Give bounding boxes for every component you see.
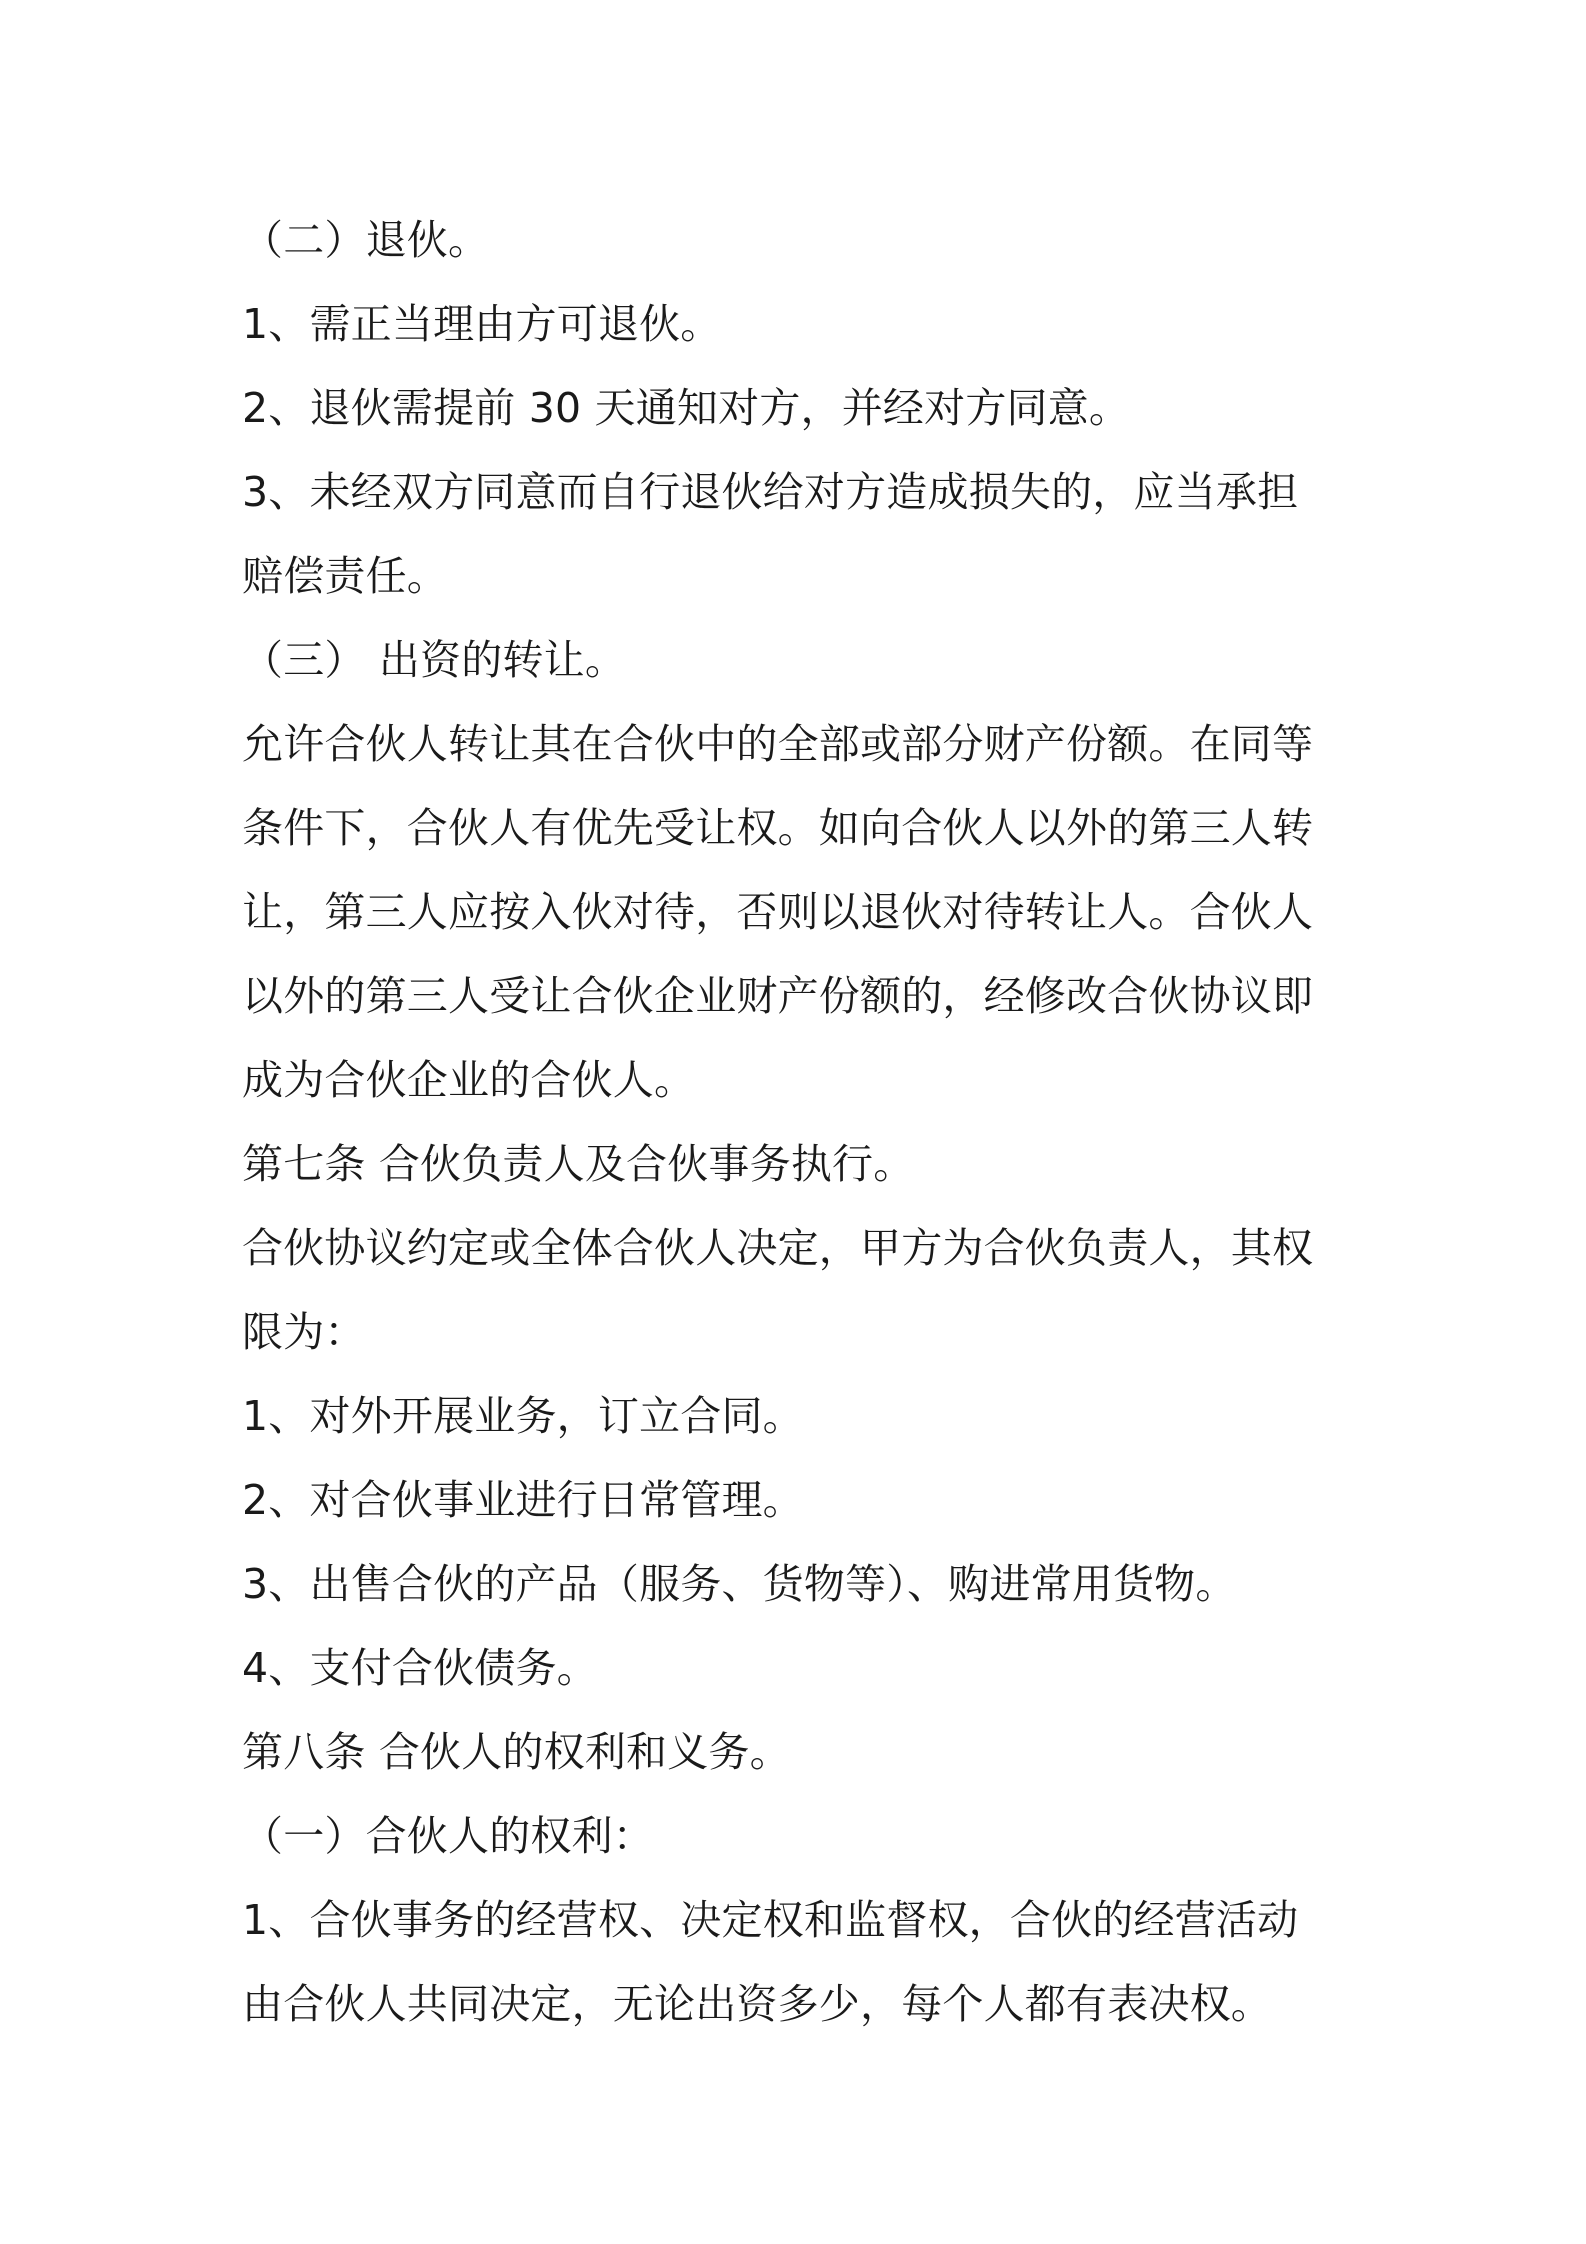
article-heading-eight: 第八条 合伙人的权利和义务。: [242, 1728, 791, 1776]
section-heading-transfer: （三） 出资的转让。: [242, 636, 627, 684]
list-item: 3、出售合伙的产品（服务、货物等）、购进常用货物。: [242, 1560, 1237, 1608]
list-item: 4、支付合伙债务。: [242, 1644, 598, 1692]
section-heading-withdrawal: （二）退伙。: [242, 216, 490, 264]
list-item: 2、退伙需提前 30 天通知对方，并经对方同意。: [242, 384, 1131, 432]
list-item: 1、对外开展业务，订立合同。: [242, 1392, 804, 1440]
list-item: 1、合伙事务的经营权、决定权和监督权，合伙的经营活动: [242, 1896, 1299, 1944]
list-item: 2、对合伙事业进行日常管理。: [242, 1476, 804, 1524]
paragraph-line: 限为：: [242, 1308, 366, 1356]
paragraph-line: 成为合伙企业的合伙人。: [242, 1056, 696, 1104]
paragraph-line: 允许合伙人转让其在合伙中的全部或部分财产份额。在同等: [242, 720, 1314, 768]
section-heading-rights: （一）合伙人的权利：: [242, 1812, 654, 1860]
list-item-continuation: 由合伙人共同决定，无论出资多少，每个人都有表决权。: [242, 1980, 1272, 2028]
list-item: 1、需正当理由方可退伙。: [242, 300, 722, 348]
document-body: [242, 198, 1362, 2046]
paragraph-line: 让，第三人应按入伙对待，否则以退伙对待转让人。合伙人: [242, 888, 1314, 936]
list-item-continuation: 赔偿责任。: [242, 552, 448, 600]
paragraph-line: 合伙协议约定或全体合伙人决定，甲方为合伙负责人，其权: [242, 1224, 1314, 1272]
paragraph-line: 以外的第三人受让合伙企业财产份额的，经修改合伙协议即: [242, 972, 1314, 1020]
article-heading-seven: 第七条 合伙负责人及合伙事务执行。: [242, 1140, 915, 1188]
paragraph-line: 条件下，合伙人有优先受让权。如向合伙人以外的第三人转: [242, 804, 1314, 852]
list-item: 3、未经双方同意而自行退伙给对方造成损失的，应当承担: [242, 468, 1299, 516]
